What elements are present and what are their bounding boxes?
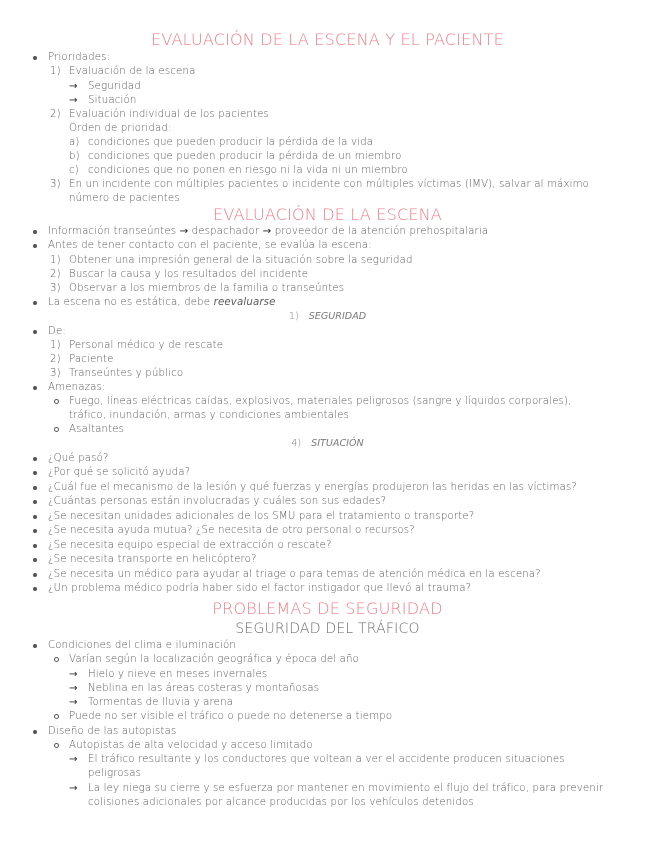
subtitle-seguridad-trafico: SEGURIDAD DEL TRÁFICO xyxy=(235,621,420,637)
amenazas-label: Amenazas: xyxy=(48,382,106,393)
list-letter: c) xyxy=(69,165,79,176)
amenaza-item-1: Fuego, líneas eléctricas caídas, explosivos, materiales peligrosos (sangre y líquidos corporales), xyxy=(69,396,572,407)
arrow-item-ley: → La ley niega su cierre y se esfuerza por mantener en movimiento el flujo del tráfico, para prevenir xyxy=(88,782,603,796)
prioridad-item-3-text: En un incidente con múltiples pacientes o incidente con múltiples víctimas (IMV), salvar al máximo xyxy=(69,179,590,190)
arrow-item-trafico-resultante-cont: peligrosas xyxy=(88,768,142,779)
list-number: 1) xyxy=(50,255,61,266)
prioridad-item-1-text: Evaluación de la escena xyxy=(69,66,196,77)
orden-item-a-text: condiciones que pueden producir la pérdida de la vida xyxy=(88,137,374,148)
subsection-situacion-label: SITUACIÓN xyxy=(311,438,364,449)
orden-item-c-text: condiciones que no ponen en riesgo ni la vida ni un miembro xyxy=(88,165,408,176)
prioridad-item-3 xyxy=(50,178,590,192)
prioridad-item-2 xyxy=(50,108,269,122)
escena-step-1-text: Obtener una impresión general de la situación sobre la seguridad xyxy=(69,255,413,266)
list-number: 2) xyxy=(50,269,61,280)
escena-estatica xyxy=(48,296,276,310)
escena-step-1 xyxy=(50,254,413,268)
orden-item-b-text: condiciones que pueden producir la pérdida de un miembro xyxy=(88,151,402,162)
section-title-evaluacion-escena-paciente: EVALUACIÓN DE LA ESCENA Y EL PACIENTE xyxy=(151,30,504,49)
section-title-problemas-seguridad: PROBLEMAS DE SEGURIDAD xyxy=(212,599,443,618)
reevaluarse-emphasis: reevaluarse xyxy=(213,297,276,308)
escena-step-3-text: Observar a los miembros de la familia o transeúntes xyxy=(69,283,345,294)
list-number: 3) xyxy=(50,179,61,190)
arrow-item-tormentas: → Tormentas de lluvia y arena xyxy=(88,696,233,710)
question-item: ¿Qué pasó? xyxy=(48,453,109,464)
question-item: ¿Se necesitan unidades adicionales de los SMU para el tratamiento o transporte? xyxy=(48,511,475,522)
question-item: ¿Se necesita equipo especial de extracción o rescate? xyxy=(48,540,332,551)
de-label: De: xyxy=(48,326,66,337)
subsection-number: 1) xyxy=(288,311,299,322)
arrow-icon: → xyxy=(262,226,272,237)
arrow-item-ley-cont: colisiones adicionales por alcance producidas por los vehículos detenidos xyxy=(88,797,474,808)
escena-step-2 xyxy=(50,268,309,282)
arrow-icon: → xyxy=(179,226,189,237)
antes-contacto: Antes de tener contacto con el paciente, se evalúa la escena: xyxy=(48,240,372,251)
info-flow-part-3: proveedor de la atención prehospitalaria xyxy=(271,226,489,237)
list-letter: b) xyxy=(69,151,80,162)
info-flow-part-1: Información transeúntes xyxy=(48,226,180,237)
question-item: ¿Cuál fue el mecanismo de la lesión y qué fuerzas y energías produjeron las heridas en las víctimas? xyxy=(48,482,577,493)
amenaza-item-1-cont: tráfico, inundación, armas y condiciones ambientales xyxy=(69,410,350,421)
subsection-number: 4) xyxy=(291,438,302,449)
autopistas-item: Autopistas de alta velocidad y acceso limitado xyxy=(69,740,313,751)
list-number: 1) xyxy=(50,340,61,351)
question-item: ¿Se necesita ayuda mutua? ¿Se necesita de otro personal o recursos? xyxy=(48,525,415,536)
orden-item-a xyxy=(69,136,374,150)
arrow-item-hielo: → Hielo y nieve en meses invernales xyxy=(88,668,267,682)
de-item-3-text: Transeúntes y público xyxy=(69,368,184,379)
escena-estatica-text: La escena no es estática, debe xyxy=(48,297,214,308)
prioridad-item-3-cont: número de pacientes xyxy=(69,193,180,204)
question-item: ¿Se necesita un médico para ayudar al triage o para temas de atención médica en la escena? xyxy=(48,569,541,580)
subsection-seguridad-label: SEGURIDAD xyxy=(308,311,367,322)
subsection-situacion xyxy=(0,437,655,451)
list-number: 3) xyxy=(50,368,61,379)
list-number: 3) xyxy=(50,283,61,294)
clima-item: Condiciones del clima e iluminación xyxy=(48,640,236,651)
de-item-1-text: Personal médico y de rescate xyxy=(69,340,224,351)
arrow-item-trafico-resultante: → El tráfico resultante y los conductores que voltean a ver el accidente producen situaciones xyxy=(88,753,565,767)
orden-item-c xyxy=(69,164,408,178)
de-item-3 xyxy=(50,367,184,381)
varian-item: Varían según la localización geográfica y época del año xyxy=(69,654,360,665)
section-title-evaluacion-escena: EVALUACIÓN DE LA ESCENA xyxy=(213,205,442,224)
de-item-1 xyxy=(50,339,224,353)
list-letter: a) xyxy=(69,137,80,148)
arrow-item-situacion: → Situación xyxy=(88,94,136,108)
de-item-2-text: Paciente xyxy=(69,354,114,365)
question-item: ¿Por qué se solicitó ayuda? xyxy=(48,467,191,478)
arrow-item-neblina: → Neblina en las áreas costeras y montañosas xyxy=(88,682,319,696)
info-flow-part-2: despachador xyxy=(188,226,263,237)
escena-step-2-text: Buscar la causa y los resultados del incidente xyxy=(69,269,309,280)
amenaza-item-2: Asaltantes xyxy=(69,424,125,435)
question-item: ¿Cuántas personas están involucradas y cuáles son sus edades? xyxy=(48,496,387,507)
prioridades-label: Prioridades: xyxy=(48,52,111,63)
subsection-seguridad xyxy=(0,310,655,324)
visible-item: Puede no ser visible el tráfico o puede no detenerse a tiempo xyxy=(69,711,393,722)
arrow-item-seguridad: → Seguridad xyxy=(88,80,141,94)
prioridad-item-1 xyxy=(50,65,196,79)
prioridad-item-2-text: Evaluación individual de los pacientes xyxy=(69,109,269,120)
question-item: ¿Se necesita transporte en helicóptero? xyxy=(48,554,257,565)
diseno-item: Diseño de las autopistas xyxy=(48,726,177,737)
list-number: 2) xyxy=(50,354,61,365)
list-number: 1) xyxy=(50,66,61,77)
question-item: ¿Un problema médico podría haber sido el factor instigador que llevó al trauma? xyxy=(48,583,472,594)
list-number: 2) xyxy=(50,109,61,120)
escena-step-3 xyxy=(50,282,345,296)
info-flow xyxy=(48,225,488,239)
orden-prioridad-label: Orden de prioridad: xyxy=(69,123,172,134)
orden-item-b xyxy=(69,150,402,164)
de-item-2 xyxy=(50,353,114,367)
